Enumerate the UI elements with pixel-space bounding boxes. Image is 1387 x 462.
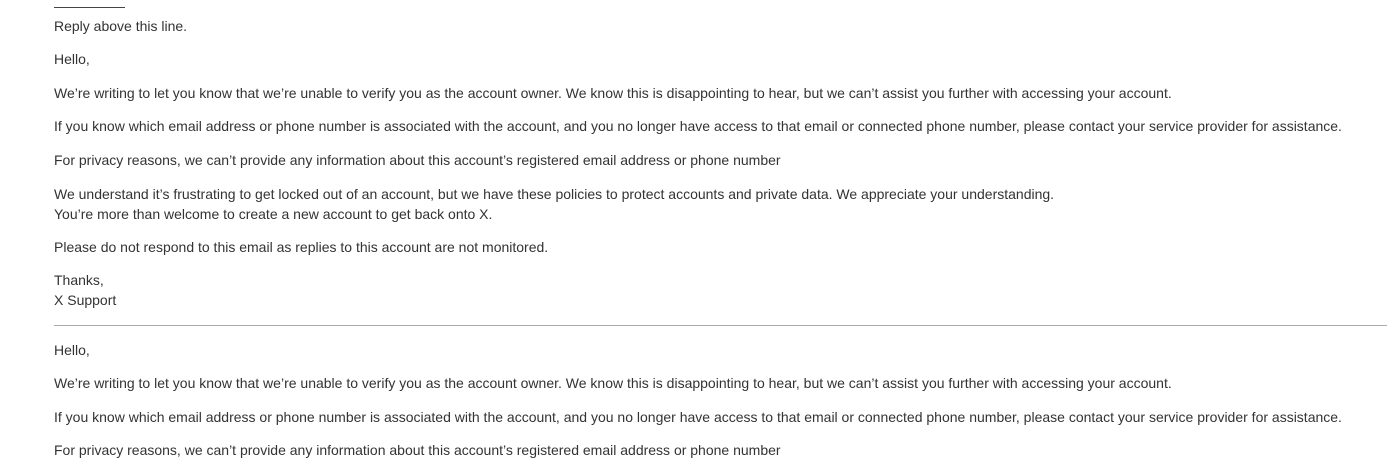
policy-paragraph-line-1: We understand it’s frustrating to get locked out of an account, but we have these policies to protect accounts and private data. We appreciate your understanding. <box>54 186 1055 202</box>
privacy-paragraph: For privacy reasons, we can’t provide any information about this account’s registered email address or phone number <box>54 442 781 458</box>
signature: X Support <box>54 292 117 308</box>
do-not-reply-paragraph: Please do not respond to this email as replies to this account are not monitored. <box>54 239 549 255</box>
verification-paragraph: We’re writing to let you know that we’re unable to verify you as the account owner. We know this is disappointing to hear, but we can’t assist you further with accessing your account. <box>54 375 1172 391</box>
reply-separator-line <box>54 7 125 8</box>
reply-above-marker: Reply above this line. <box>54 18 188 34</box>
greeting: Hello, <box>54 51 90 67</box>
privacy-paragraph: For privacy reasons, we can’t provide any information about this account’s registered email address or phone number <box>54 152 781 168</box>
verification-paragraph: We’re writing to let you know that we’re unable to verify you as the account owner. We know this is disappointing to hear, but we can’t assist you further with accessing your account. <box>54 85 1172 101</box>
policy-paragraph-line-2: You’re more than welcome to create a new account to get back onto X. <box>54 206 493 222</box>
greeting: Hello, <box>54 342 90 358</box>
contact-provider-paragraph: If you know which email address or phone number is associated with the account, and you no longer have access to that email or connected phone number, please contact your service provider for assistance. <box>54 409 1342 425</box>
message-divider <box>54 325 1387 326</box>
signoff: Thanks, <box>54 272 104 288</box>
contact-provider-paragraph: If you know which email address or phone number is associated with the account, and you no longer have access to that email or connected phone number, please contact your service provider for assistance. <box>54 118 1342 134</box>
